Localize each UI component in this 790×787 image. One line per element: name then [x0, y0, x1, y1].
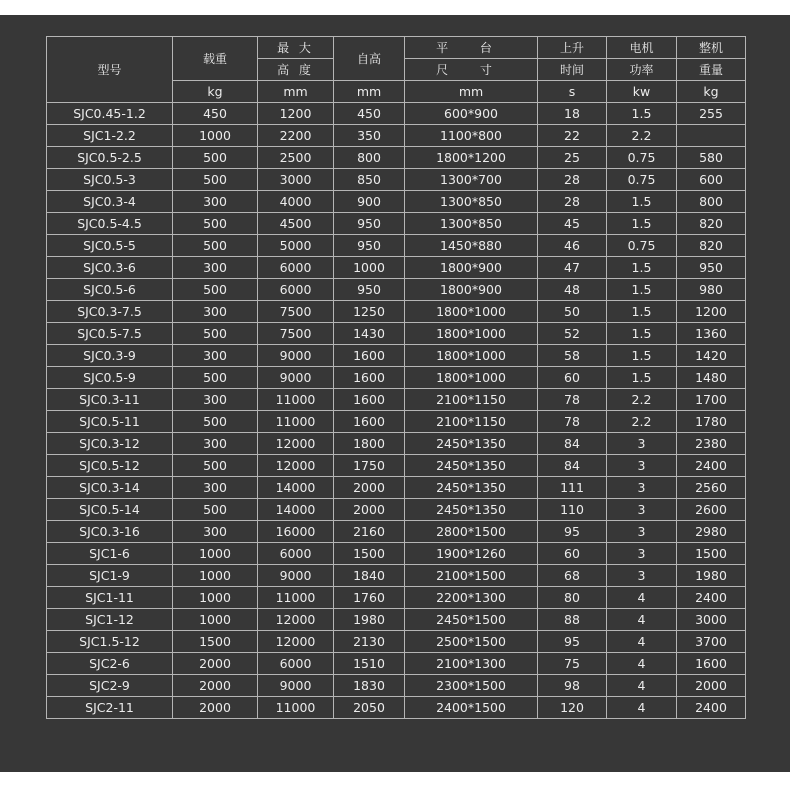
- cell-self-height: 1980: [334, 609, 405, 631]
- cell-motor-power: 1.5: [607, 257, 677, 279]
- cell-self-height: 1750: [334, 455, 405, 477]
- cell-model: SJC0.3-14: [47, 477, 173, 499]
- cell-self-height: 1830: [334, 675, 405, 697]
- cell-platform-size: 1800*900: [405, 279, 538, 301]
- table-row: [47, 543, 746, 565]
- cell-max-height: 7500: [258, 323, 334, 345]
- header-platform-line1: 平 台: [405, 37, 538, 59]
- header-row-1: [47, 37, 746, 59]
- cell-max-height: 12000: [258, 631, 334, 653]
- cell-max-height: 9000: [258, 675, 334, 697]
- cell-model: SJC0.3-12: [47, 433, 173, 455]
- cell-self-height: 350: [334, 125, 405, 147]
- cell-model: SJC1-11: [47, 587, 173, 609]
- cell-lift-time: 58: [538, 345, 607, 367]
- cell-self-height: 900: [334, 191, 405, 213]
- cell-max-height: 4500: [258, 213, 334, 235]
- cell-lift-time: 84: [538, 455, 607, 477]
- cell-motor-power: 3: [607, 477, 677, 499]
- cell-model: SJC0.5-7.5: [47, 323, 173, 345]
- cell-motor-power: 4: [607, 697, 677, 719]
- header-self-height: 自高: [334, 37, 405, 81]
- cell-total-weight: 950: [677, 257, 746, 279]
- cell-lift-time: 47: [538, 257, 607, 279]
- cell-load: 1000: [173, 609, 258, 631]
- cell-platform-size: 2400*1500: [405, 697, 538, 719]
- header-load: 载重: [173, 37, 258, 81]
- cell-lift-time: 88: [538, 609, 607, 631]
- table-row: [47, 191, 746, 213]
- cell-platform-size: 2450*1350: [405, 433, 538, 455]
- cell-lift-time: 45: [538, 213, 607, 235]
- table-row: [47, 609, 746, 631]
- table-row: [47, 587, 746, 609]
- table-row: [47, 279, 746, 301]
- cell-max-height: 14000: [258, 499, 334, 521]
- cell-platform-size: 2450*1350: [405, 499, 538, 521]
- cell-total-weight: 2980: [677, 521, 746, 543]
- cell-self-height: 1800: [334, 433, 405, 455]
- cell-motor-power: 1.5: [607, 345, 677, 367]
- header-motor-power-line1: 电机: [607, 37, 677, 59]
- cell-motor-power: 1.5: [607, 191, 677, 213]
- cell-lift-time: 60: [538, 543, 607, 565]
- cell-model: SJC1-12: [47, 609, 173, 631]
- cell-load: 500: [173, 147, 258, 169]
- cell-model: SJC0.5-12: [47, 455, 173, 477]
- cell-platform-size: 2450*1350: [405, 477, 538, 499]
- cell-self-height: 2000: [334, 499, 405, 521]
- cell-max-height: 6000: [258, 257, 334, 279]
- cell-total-weight: 3700: [677, 631, 746, 653]
- cell-motor-power: 1.5: [607, 103, 677, 125]
- cell-load: 500: [173, 323, 258, 345]
- cell-total-weight: 255: [677, 103, 746, 125]
- cell-self-height: 1250: [334, 301, 405, 323]
- cell-motor-power: 3: [607, 455, 677, 477]
- cell-self-height: 950: [334, 213, 405, 235]
- cell-load: 300: [173, 345, 258, 367]
- table-row: [47, 565, 746, 587]
- table-row: [47, 323, 746, 345]
- cell-max-height: 4000: [258, 191, 334, 213]
- cell-self-height: 950: [334, 235, 405, 257]
- cell-model: SJC0.5-14: [47, 499, 173, 521]
- cell-max-height: 9000: [258, 367, 334, 389]
- cell-max-height: 12000: [258, 609, 334, 631]
- cell-model: SJC0.5-6: [47, 279, 173, 301]
- table-row: [47, 103, 746, 125]
- cell-model: SJC2-6: [47, 653, 173, 675]
- cell-max-height: 11000: [258, 587, 334, 609]
- table-row: [47, 389, 746, 411]
- cell-total-weight: [677, 125, 746, 147]
- cell-total-weight: 1200: [677, 301, 746, 323]
- cell-load: 1000: [173, 587, 258, 609]
- table-row: [47, 433, 746, 455]
- cell-load: 300: [173, 389, 258, 411]
- cell-total-weight: 2400: [677, 697, 746, 719]
- cell-platform-size: 2500*1500: [405, 631, 538, 653]
- spec-table: [46, 36, 746, 719]
- cell-max-height: 6000: [258, 653, 334, 675]
- cell-model: SJC0.5-2.5: [47, 147, 173, 169]
- cell-max-height: 1200: [258, 103, 334, 125]
- header-total-weight-line2: 重量: [677, 59, 746, 81]
- cell-self-height: 450: [334, 103, 405, 125]
- cell-motor-power: 1.5: [607, 323, 677, 345]
- cell-platform-size: 1800*1000: [405, 301, 538, 323]
- cell-lift-time: 68: [538, 565, 607, 587]
- cell-lift-time: 50: [538, 301, 607, 323]
- table-row: [47, 345, 746, 367]
- unit-motor-power: kw: [607, 81, 677, 103]
- cell-lift-time: 46: [538, 235, 607, 257]
- cell-model: SJC0.3-9: [47, 345, 173, 367]
- table-row: [47, 169, 746, 191]
- cell-max-height: 5000: [258, 235, 334, 257]
- cell-self-height: 850: [334, 169, 405, 191]
- cell-max-height: 3000: [258, 169, 334, 191]
- unit-self-height: mm: [334, 81, 405, 103]
- cell-motor-power: 1.5: [607, 279, 677, 301]
- header-total-weight-line1: 整机: [677, 37, 746, 59]
- cell-load: 2000: [173, 653, 258, 675]
- cell-total-weight: 2400: [677, 587, 746, 609]
- cell-model: SJC0.3-4: [47, 191, 173, 213]
- cell-total-weight: 1360: [677, 323, 746, 345]
- table-row: [47, 147, 746, 169]
- cell-model: SJC1-9: [47, 565, 173, 587]
- cell-model: SJC0.3-6: [47, 257, 173, 279]
- cell-load: 500: [173, 367, 258, 389]
- cell-total-weight: 2000: [677, 675, 746, 697]
- cell-self-height: 2160: [334, 521, 405, 543]
- cell-platform-size: 1900*1260: [405, 543, 538, 565]
- cell-self-height: 1430: [334, 323, 405, 345]
- cell-load: 500: [173, 411, 258, 433]
- cell-self-height: 1600: [334, 411, 405, 433]
- cell-self-height: 1600: [334, 367, 405, 389]
- cell-motor-power: 2.2: [607, 411, 677, 433]
- spec-panel: [0, 15, 790, 772]
- cell-max-height: 11000: [258, 697, 334, 719]
- cell-total-weight: 1480: [677, 367, 746, 389]
- table-row: [47, 411, 746, 433]
- cell-model: SJC1-6: [47, 543, 173, 565]
- cell-load: 500: [173, 499, 258, 521]
- cell-self-height: 2130: [334, 631, 405, 653]
- cell-self-height: 1840: [334, 565, 405, 587]
- cell-total-weight: 1600: [677, 653, 746, 675]
- cell-max-height: 9000: [258, 345, 334, 367]
- cell-motor-power: 0.75: [607, 235, 677, 257]
- header-max-height-line1: 最 大: [258, 37, 334, 59]
- cell-lift-time: 22: [538, 125, 607, 147]
- cell-platform-size: 2100*1300: [405, 653, 538, 675]
- table-row: [47, 235, 746, 257]
- cell-total-weight: 3000: [677, 609, 746, 631]
- cell-total-weight: 800: [677, 191, 746, 213]
- cell-lift-time: 110: [538, 499, 607, 521]
- table-row: [47, 521, 746, 543]
- cell-total-weight: 1500: [677, 543, 746, 565]
- cell-load: 450: [173, 103, 258, 125]
- cell-load: 2000: [173, 675, 258, 697]
- cell-platform-size: 1800*1200: [405, 147, 538, 169]
- cell-max-height: 16000: [258, 521, 334, 543]
- cell-lift-time: 98: [538, 675, 607, 697]
- cell-total-weight: 2600: [677, 499, 746, 521]
- cell-total-weight: 580: [677, 147, 746, 169]
- cell-lift-time: 60: [538, 367, 607, 389]
- cell-max-height: 6000: [258, 543, 334, 565]
- cell-lift-time: 48: [538, 279, 607, 301]
- cell-model: SJC0.5-9: [47, 367, 173, 389]
- cell-load: 300: [173, 301, 258, 323]
- cell-self-height: 1760: [334, 587, 405, 609]
- cell-motor-power: 0.75: [607, 147, 677, 169]
- cell-platform-size: 1800*1000: [405, 367, 538, 389]
- cell-model: SJC0.3-16: [47, 521, 173, 543]
- cell-platform-size: 2100*1150: [405, 389, 538, 411]
- cell-self-height: 1600: [334, 345, 405, 367]
- cell-platform-size: 1100*800: [405, 125, 538, 147]
- unit-load: kg: [173, 81, 258, 103]
- cell-lift-time: 75: [538, 653, 607, 675]
- table-row: [47, 631, 746, 653]
- cell-load: 300: [173, 191, 258, 213]
- cell-load: 1500: [173, 631, 258, 653]
- cell-motor-power: 4: [607, 587, 677, 609]
- cell-motor-power: 3: [607, 543, 677, 565]
- cell-model: SJC2-9: [47, 675, 173, 697]
- cell-max-height: 2200: [258, 125, 334, 147]
- cell-lift-time: 95: [538, 631, 607, 653]
- cell-total-weight: 1420: [677, 345, 746, 367]
- cell-self-height: 1510: [334, 653, 405, 675]
- cell-max-height: 12000: [258, 433, 334, 455]
- cell-model: SJC0.3-7.5: [47, 301, 173, 323]
- cell-platform-size: 1800*900: [405, 257, 538, 279]
- cell-platform-size: 2300*1500: [405, 675, 538, 697]
- header-lift-time-line1: 上升: [538, 37, 607, 59]
- unit-lift-time: s: [538, 81, 607, 103]
- header-platform-line2: 尺 寸: [405, 59, 538, 81]
- cell-load: 300: [173, 477, 258, 499]
- cell-lift-time: 78: [538, 389, 607, 411]
- cell-total-weight: 1780: [677, 411, 746, 433]
- cell-lift-time: 80: [538, 587, 607, 609]
- cell-max-height: 14000: [258, 477, 334, 499]
- cell-motor-power: 3: [607, 499, 677, 521]
- cell-lift-time: 28: [538, 191, 607, 213]
- cell-load: 1000: [173, 565, 258, 587]
- cell-model: SJC0.5-11: [47, 411, 173, 433]
- cell-load: 500: [173, 455, 258, 477]
- header-model: 型号: [47, 37, 173, 103]
- header-max-height-line2: 高 度: [258, 59, 334, 81]
- cell-motor-power: 2.2: [607, 389, 677, 411]
- cell-motor-power: 4: [607, 653, 677, 675]
- cell-self-height: 1500: [334, 543, 405, 565]
- cell-platform-size: 2200*1300: [405, 587, 538, 609]
- cell-max-height: 2500: [258, 147, 334, 169]
- cell-model: SJC1.5-12: [47, 631, 173, 653]
- cell-motor-power: 4: [607, 675, 677, 697]
- cell-total-weight: 980: [677, 279, 746, 301]
- header-lift-time-line2: 时间: [538, 59, 607, 81]
- cell-platform-size: 1300*850: [405, 213, 538, 235]
- cell-self-height: 950: [334, 279, 405, 301]
- unit-platform: mm: [405, 81, 538, 103]
- table-row: [47, 257, 746, 279]
- cell-load: 300: [173, 521, 258, 543]
- cell-load: 300: [173, 433, 258, 455]
- cell-motor-power: 0.75: [607, 169, 677, 191]
- cell-lift-time: 120: [538, 697, 607, 719]
- cell-platform-size: 600*900: [405, 103, 538, 125]
- cell-model: SJC2-11: [47, 697, 173, 719]
- table-row: [47, 367, 746, 389]
- cell-motor-power: 3: [607, 433, 677, 455]
- cell-load: 500: [173, 279, 258, 301]
- cell-platform-size: 1800*1000: [405, 323, 538, 345]
- cell-lift-time: 95: [538, 521, 607, 543]
- cell-model: SJC1-2.2: [47, 125, 173, 147]
- table-row: [47, 455, 746, 477]
- cell-lift-time: 111: [538, 477, 607, 499]
- cell-lift-time: 84: [538, 433, 607, 455]
- cell-total-weight: 1700: [677, 389, 746, 411]
- cell-motor-power: 3: [607, 565, 677, 587]
- cell-motor-power: 2.2: [607, 125, 677, 147]
- cell-platform-size: 2450*1350: [405, 455, 538, 477]
- cell-lift-time: 78: [538, 411, 607, 433]
- cell-self-height: 2000: [334, 477, 405, 499]
- cell-motor-power: 4: [607, 609, 677, 631]
- cell-model: SJC0.5-4.5: [47, 213, 173, 235]
- cell-lift-time: 25: [538, 147, 607, 169]
- cell-platform-size: 1800*1000: [405, 345, 538, 367]
- table-row: [47, 213, 746, 235]
- cell-load: 300: [173, 257, 258, 279]
- cell-platform-size: 2800*1500: [405, 521, 538, 543]
- cell-motor-power: 1.5: [607, 213, 677, 235]
- table-row: [47, 301, 746, 323]
- cell-max-height: 12000: [258, 455, 334, 477]
- cell-max-height: 6000: [258, 279, 334, 301]
- cell-self-height: 1000: [334, 257, 405, 279]
- cell-load: 500: [173, 169, 258, 191]
- cell-total-weight: 600: [677, 169, 746, 191]
- cell-motor-power: 4: [607, 631, 677, 653]
- cell-load: 500: [173, 213, 258, 235]
- cell-platform-size: 1300*850: [405, 191, 538, 213]
- cell-load: 500: [173, 235, 258, 257]
- table-row: [47, 499, 746, 521]
- table-row: [47, 675, 746, 697]
- cell-max-height: 9000: [258, 565, 334, 587]
- header-motor-power-line2: 功率: [607, 59, 677, 81]
- cell-platform-size: 2100*1500: [405, 565, 538, 587]
- cell-total-weight: 820: [677, 213, 746, 235]
- table-row: [47, 697, 746, 719]
- cell-self-height: 800: [334, 147, 405, 169]
- cell-motor-power: 3: [607, 521, 677, 543]
- cell-max-height: 11000: [258, 389, 334, 411]
- cell-total-weight: 2560: [677, 477, 746, 499]
- cell-model: SJC0.3-11: [47, 389, 173, 411]
- table-row: [47, 125, 746, 147]
- cell-model: SJC0.5-5: [47, 235, 173, 257]
- unit-max-height: mm: [258, 81, 334, 103]
- table-row: [47, 653, 746, 675]
- cell-model: SJC0.5-3: [47, 169, 173, 191]
- table-row: [47, 477, 746, 499]
- cell-lift-time: 18: [538, 103, 607, 125]
- cell-load: 1000: [173, 543, 258, 565]
- cell-motor-power: 1.5: [607, 367, 677, 389]
- cell-load: 2000: [173, 697, 258, 719]
- cell-platform-size: 2450*1500: [405, 609, 538, 631]
- cell-platform-size: 1450*880: [405, 235, 538, 257]
- cell-total-weight: 1980: [677, 565, 746, 587]
- cell-platform-size: 1300*700: [405, 169, 538, 191]
- cell-load: 1000: [173, 125, 258, 147]
- cell-total-weight: 2380: [677, 433, 746, 455]
- cell-platform-size: 2100*1150: [405, 411, 538, 433]
- cell-lift-time: 52: [538, 323, 607, 345]
- cell-self-height: 1600: [334, 389, 405, 411]
- cell-max-height: 7500: [258, 301, 334, 323]
- cell-total-weight: 2400: [677, 455, 746, 477]
- cell-max-height: 11000: [258, 411, 334, 433]
- cell-motor-power: 1.5: [607, 301, 677, 323]
- cell-self-height: 2050: [334, 697, 405, 719]
- cell-model: SJC0.45-1.2: [47, 103, 173, 125]
- cell-lift-time: 28: [538, 169, 607, 191]
- cell-total-weight: 820: [677, 235, 746, 257]
- unit-total-weight: kg: [677, 81, 746, 103]
